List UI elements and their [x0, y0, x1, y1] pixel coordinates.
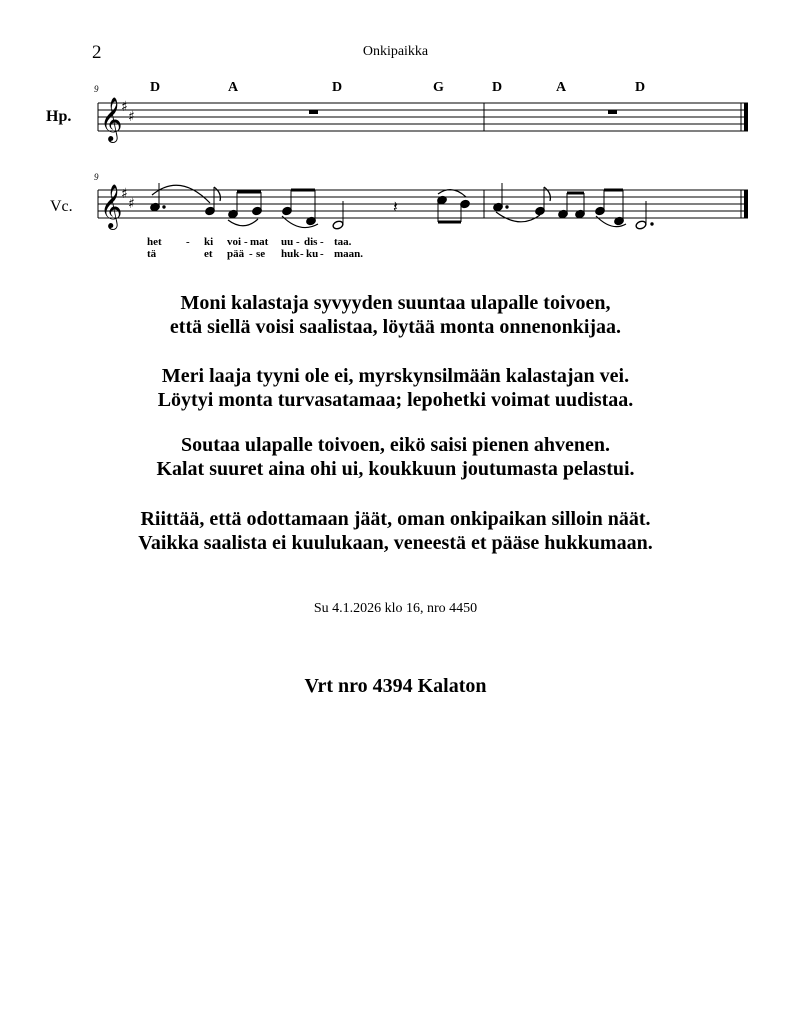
lyric-syllable: huk: [281, 248, 300, 260]
verse-4: [0, 507, 791, 555]
svg-text:♯: ♯: [121, 99, 128, 115]
verse-line: että siellä voisi saalistaa, löytää monta onnenonkijaa.: [169, 316, 622, 338]
whole-rest: [309, 110, 318, 114]
verse-line: Riittää, että odottamaan jäät, oman onkipaikan silloin näät.: [140, 508, 651, 530]
verse-3: [0, 433, 791, 481]
chord-symbol: D: [150, 80, 161, 95]
voice-staff: [98, 190, 748, 218]
verse-line: Meri laaja tyyni ole ei, myrskynsilmään kalastajan vei.: [161, 365, 630, 387]
staff-label-harp: Hp.: [46, 108, 72, 125]
lyric-syllable: se: [256, 248, 266, 260]
chord-symbol: G: [433, 80, 444, 95]
staff-label-voice: Vc.: [50, 198, 73, 215]
bar-number-voice: 9: [94, 172, 99, 182]
lyric-syllable: taa.: [334, 236, 352, 248]
verse-2: [0, 364, 791, 412]
svg-text:♯: ♯: [121, 186, 128, 202]
lyric-syllable: -: [244, 236, 248, 248]
page-title: Onkipaikka: [362, 44, 429, 59]
lyric-syllable: ku: [306, 248, 319, 260]
verse-line: Soutaa ulapalle toivoen, eikö saisi pienen ahvenen.: [181, 434, 610, 456]
lyric-syllable: ki: [204, 236, 214, 248]
chord-symbol: D: [635, 80, 646, 95]
date-line: Su 4.1.2026 klo 16, nro 4450: [313, 601, 478, 616]
lyric-syllable: -: [296, 236, 300, 248]
verse-1: [0, 291, 791, 339]
chord-symbol: D: [332, 80, 343, 95]
lyric-syllable: maan.: [334, 248, 364, 260]
treble-clef-icon: 𝄞: [100, 184, 123, 228]
music-score: [0, 0, 791, 280]
lyric-syllable: -: [320, 248, 324, 260]
final-barline-voice: [744, 190, 748, 218]
bar-number-harp: 9: [94, 84, 99, 94]
chord-symbol: A: [228, 80, 239, 95]
svg-text:𝄽: 𝄽: [393, 197, 398, 216]
lyric-syllable: het: [147, 236, 162, 248]
lyric-syllable: dis: [304, 236, 318, 248]
lyric-syllable: -: [300, 248, 304, 260]
lyric-syllable: mat: [250, 236, 269, 248]
svg-text:𝄞: 𝄞: [100, 97, 123, 141]
treble-clef-icon: [100, 97, 122, 143]
lyric-syllable: -: [249, 248, 253, 260]
page-number: 2: [92, 42, 102, 63]
lyric-syllable: -: [320, 236, 324, 248]
verse-line: Vaikka saalista ei kuulukaan, veneestä et pääse hukkumaan.: [138, 532, 653, 554]
chord-symbol: D: [492, 80, 503, 95]
svg-text:♯: ♯: [128, 109, 135, 125]
verse-line: Kalat suuret aina ohi ui, koukkuun joutumasta pelastui.: [156, 458, 635, 480]
lyric-syllable: et: [204, 248, 213, 260]
lyric-syllable: voi: [227, 236, 242, 248]
lyric-syllable: uu: [281, 236, 294, 248]
lyric-syllable: tä: [147, 248, 157, 260]
verse-line: Löytyi monta turvasatamaa; lepohetki voimat uudistaa.: [157, 389, 634, 411]
lyric-syllable: pää: [227, 248, 245, 260]
verse-line: Moni kalastaja syvyyden suuntaa ulapalle toivoen,: [180, 292, 611, 314]
svg-text:♯: ♯: [128, 196, 135, 212]
chord-symbol: A: [556, 80, 567, 95]
reference-line: Vrt nro 4394 Kalaton: [304, 675, 487, 697]
whole-rest: [608, 110, 617, 114]
final-barline-harp: [744, 103, 748, 131]
harp-staff: [98, 103, 748, 131]
lyric-syllable: -: [186, 236, 190, 248]
